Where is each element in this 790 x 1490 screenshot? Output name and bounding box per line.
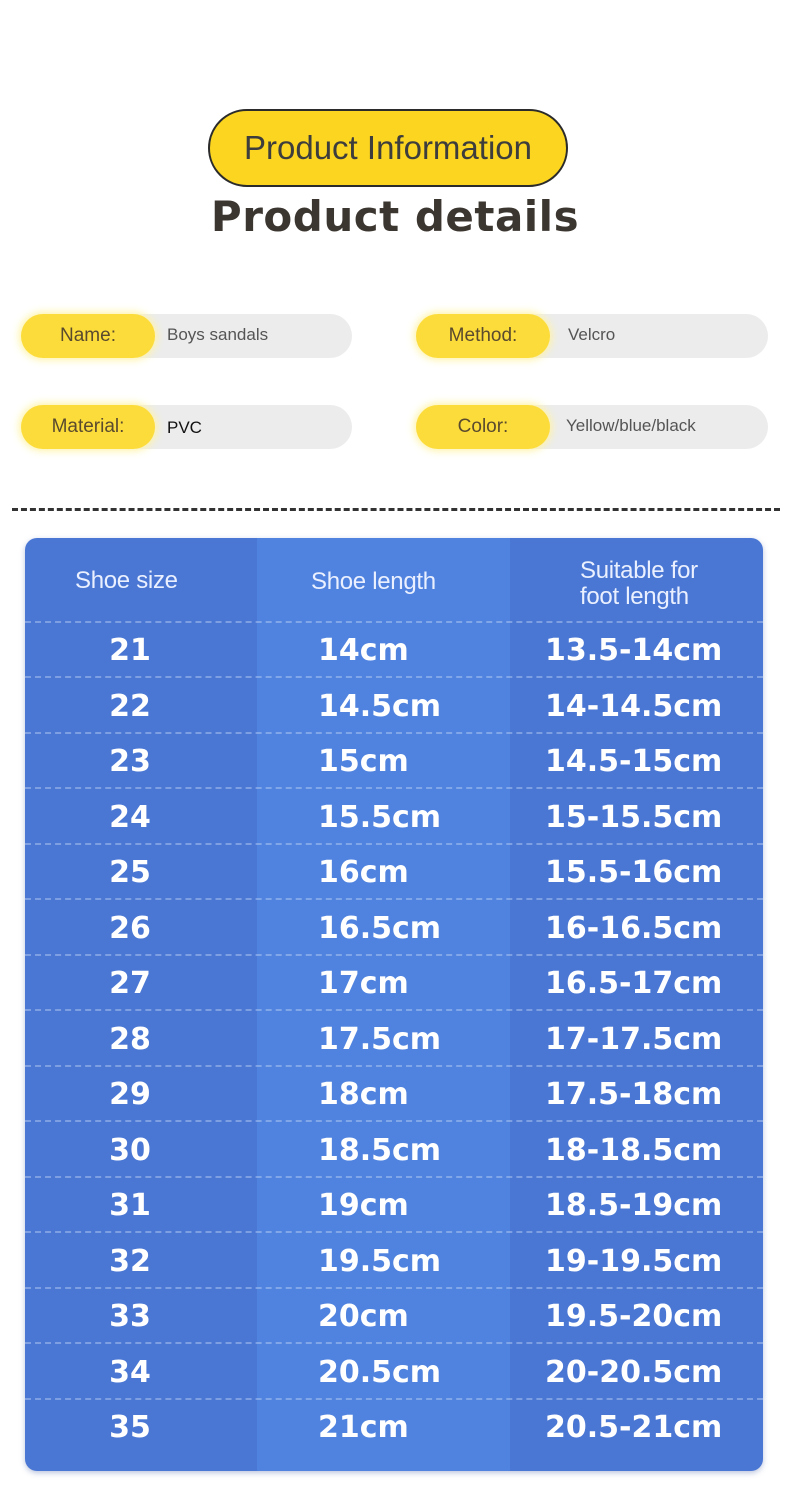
info-label-name: Name:: [21, 314, 155, 358]
info-value-name: Boys sandals: [167, 325, 269, 344]
info-field-material: [21, 405, 352, 449]
table-row: [25, 1012, 763, 1067]
cell-foot-length: 13.5-14cm: [545, 633, 723, 668]
cell-shoe-size: 35: [109, 1410, 151, 1445]
info-field-name: [21, 314, 352, 358]
table-row: [25, 1400, 763, 1455]
cell-foot-length: 19.5-20cm: [545, 1299, 723, 1334]
cell-shoe-size: 23: [109, 744, 151, 779]
product-information-label: Product Information: [244, 129, 532, 166]
cell-foot-length: 17.5-18cm: [545, 1077, 723, 1112]
cell-foot-length: 19-19.5cm: [545, 1243, 723, 1279]
table-row: [25, 1289, 763, 1344]
table-row: [25, 679, 763, 734]
cell-shoe-size: 30: [109, 1132, 151, 1168]
table-row: [25, 845, 763, 900]
table-row: [25, 956, 763, 1011]
table-row: [25, 1067, 763, 1122]
info-value-method: Velcro: [568, 325, 616, 344]
cell-shoe-length: 17.5cm: [318, 1021, 442, 1057]
product-information-badge: [208, 109, 568, 187]
cell-shoe-size: 29: [109, 1077, 151, 1112]
table-row: [25, 901, 763, 956]
info-value-color: Yellow/blue/black: [566, 416, 696, 435]
info-label-material: Material:: [21, 405, 155, 449]
info-label-method: Method:: [416, 314, 550, 358]
cell-shoe-size: 22: [109, 688, 151, 724]
cell-foot-length: 16-16.5cm: [545, 910, 723, 946]
cell-foot-length: 18.5-19cm: [545, 1188, 723, 1223]
cell-foot-length: 20-20.5cm: [545, 1354, 723, 1390]
cell-shoe-length: 16cm: [318, 855, 409, 890]
cell-shoe-size: 28: [109, 1021, 151, 1057]
info-label-color: Color:: [416, 405, 550, 449]
cell-shoe-size: 33: [109, 1299, 151, 1334]
table-row: [25, 790, 763, 845]
table-row: [25, 1123, 763, 1178]
cell-shoe-size: 32: [109, 1243, 151, 1279]
table-row: [25, 1178, 763, 1233]
column-header-shoe-size: Shoe size: [75, 567, 178, 594]
cell-shoe-length: 20cm: [318, 1299, 409, 1334]
cell-foot-length: 20.5-21cm: [545, 1410, 723, 1445]
column-header-foot-length: Suitable for foot length: [580, 557, 698, 610]
cell-foot-length: 17-17.5cm: [545, 1021, 723, 1057]
cell-shoe-length: 21cm: [318, 1410, 409, 1445]
cell-shoe-length: 15cm: [318, 744, 409, 779]
table-row: [25, 1234, 763, 1289]
cell-shoe-length: 19cm: [318, 1188, 409, 1223]
cell-foot-length: 14.5-15cm: [545, 744, 723, 779]
page-title: Product details: [210, 192, 580, 241]
info-field-color: [416, 405, 768, 449]
cell-shoe-size: 34: [109, 1354, 151, 1390]
size-chart-table: [25, 538, 763, 1471]
cell-shoe-size: 27: [109, 966, 151, 1001]
info-field-method: [416, 314, 768, 358]
cell-shoe-size: 21: [109, 633, 151, 668]
cell-shoe-size: 31: [109, 1188, 151, 1223]
cell-shoe-length: 18cm: [318, 1077, 409, 1112]
cell-shoe-length: 14cm: [318, 633, 409, 668]
cell-shoe-size: 25: [109, 855, 151, 890]
table-row: [25, 623, 763, 678]
cell-shoe-length: 17cm: [318, 966, 409, 1001]
cell-shoe-length: 14.5cm: [318, 688, 442, 724]
cell-shoe-length: 18.5cm: [318, 1132, 442, 1168]
cell-shoe-length: 19.5cm: [318, 1243, 442, 1279]
column-header-shoe-length: Shoe length: [311, 568, 436, 595]
table-row: [25, 1345, 763, 1400]
cell-foot-length: 18-18.5cm: [545, 1132, 723, 1168]
cell-foot-length: 14-14.5cm: [545, 688, 723, 724]
cell-foot-length: 15.5-16cm: [545, 855, 723, 890]
section-divider: [12, 508, 780, 511]
cell-foot-length: 15-15.5cm: [545, 799, 723, 835]
table-row: [25, 734, 763, 789]
cell-shoe-size: 26: [109, 910, 151, 946]
cell-shoe-length: 15.5cm: [318, 799, 442, 835]
cell-shoe-length: 16.5cm: [318, 910, 442, 946]
cell-shoe-size: 24: [109, 799, 151, 835]
cell-shoe-length: 20.5cm: [318, 1354, 442, 1390]
cell-foot-length: 16.5-17cm: [545, 966, 723, 1001]
size-chart-header-row: [25, 538, 763, 623]
info-value-material: PVC: [167, 418, 202, 437]
